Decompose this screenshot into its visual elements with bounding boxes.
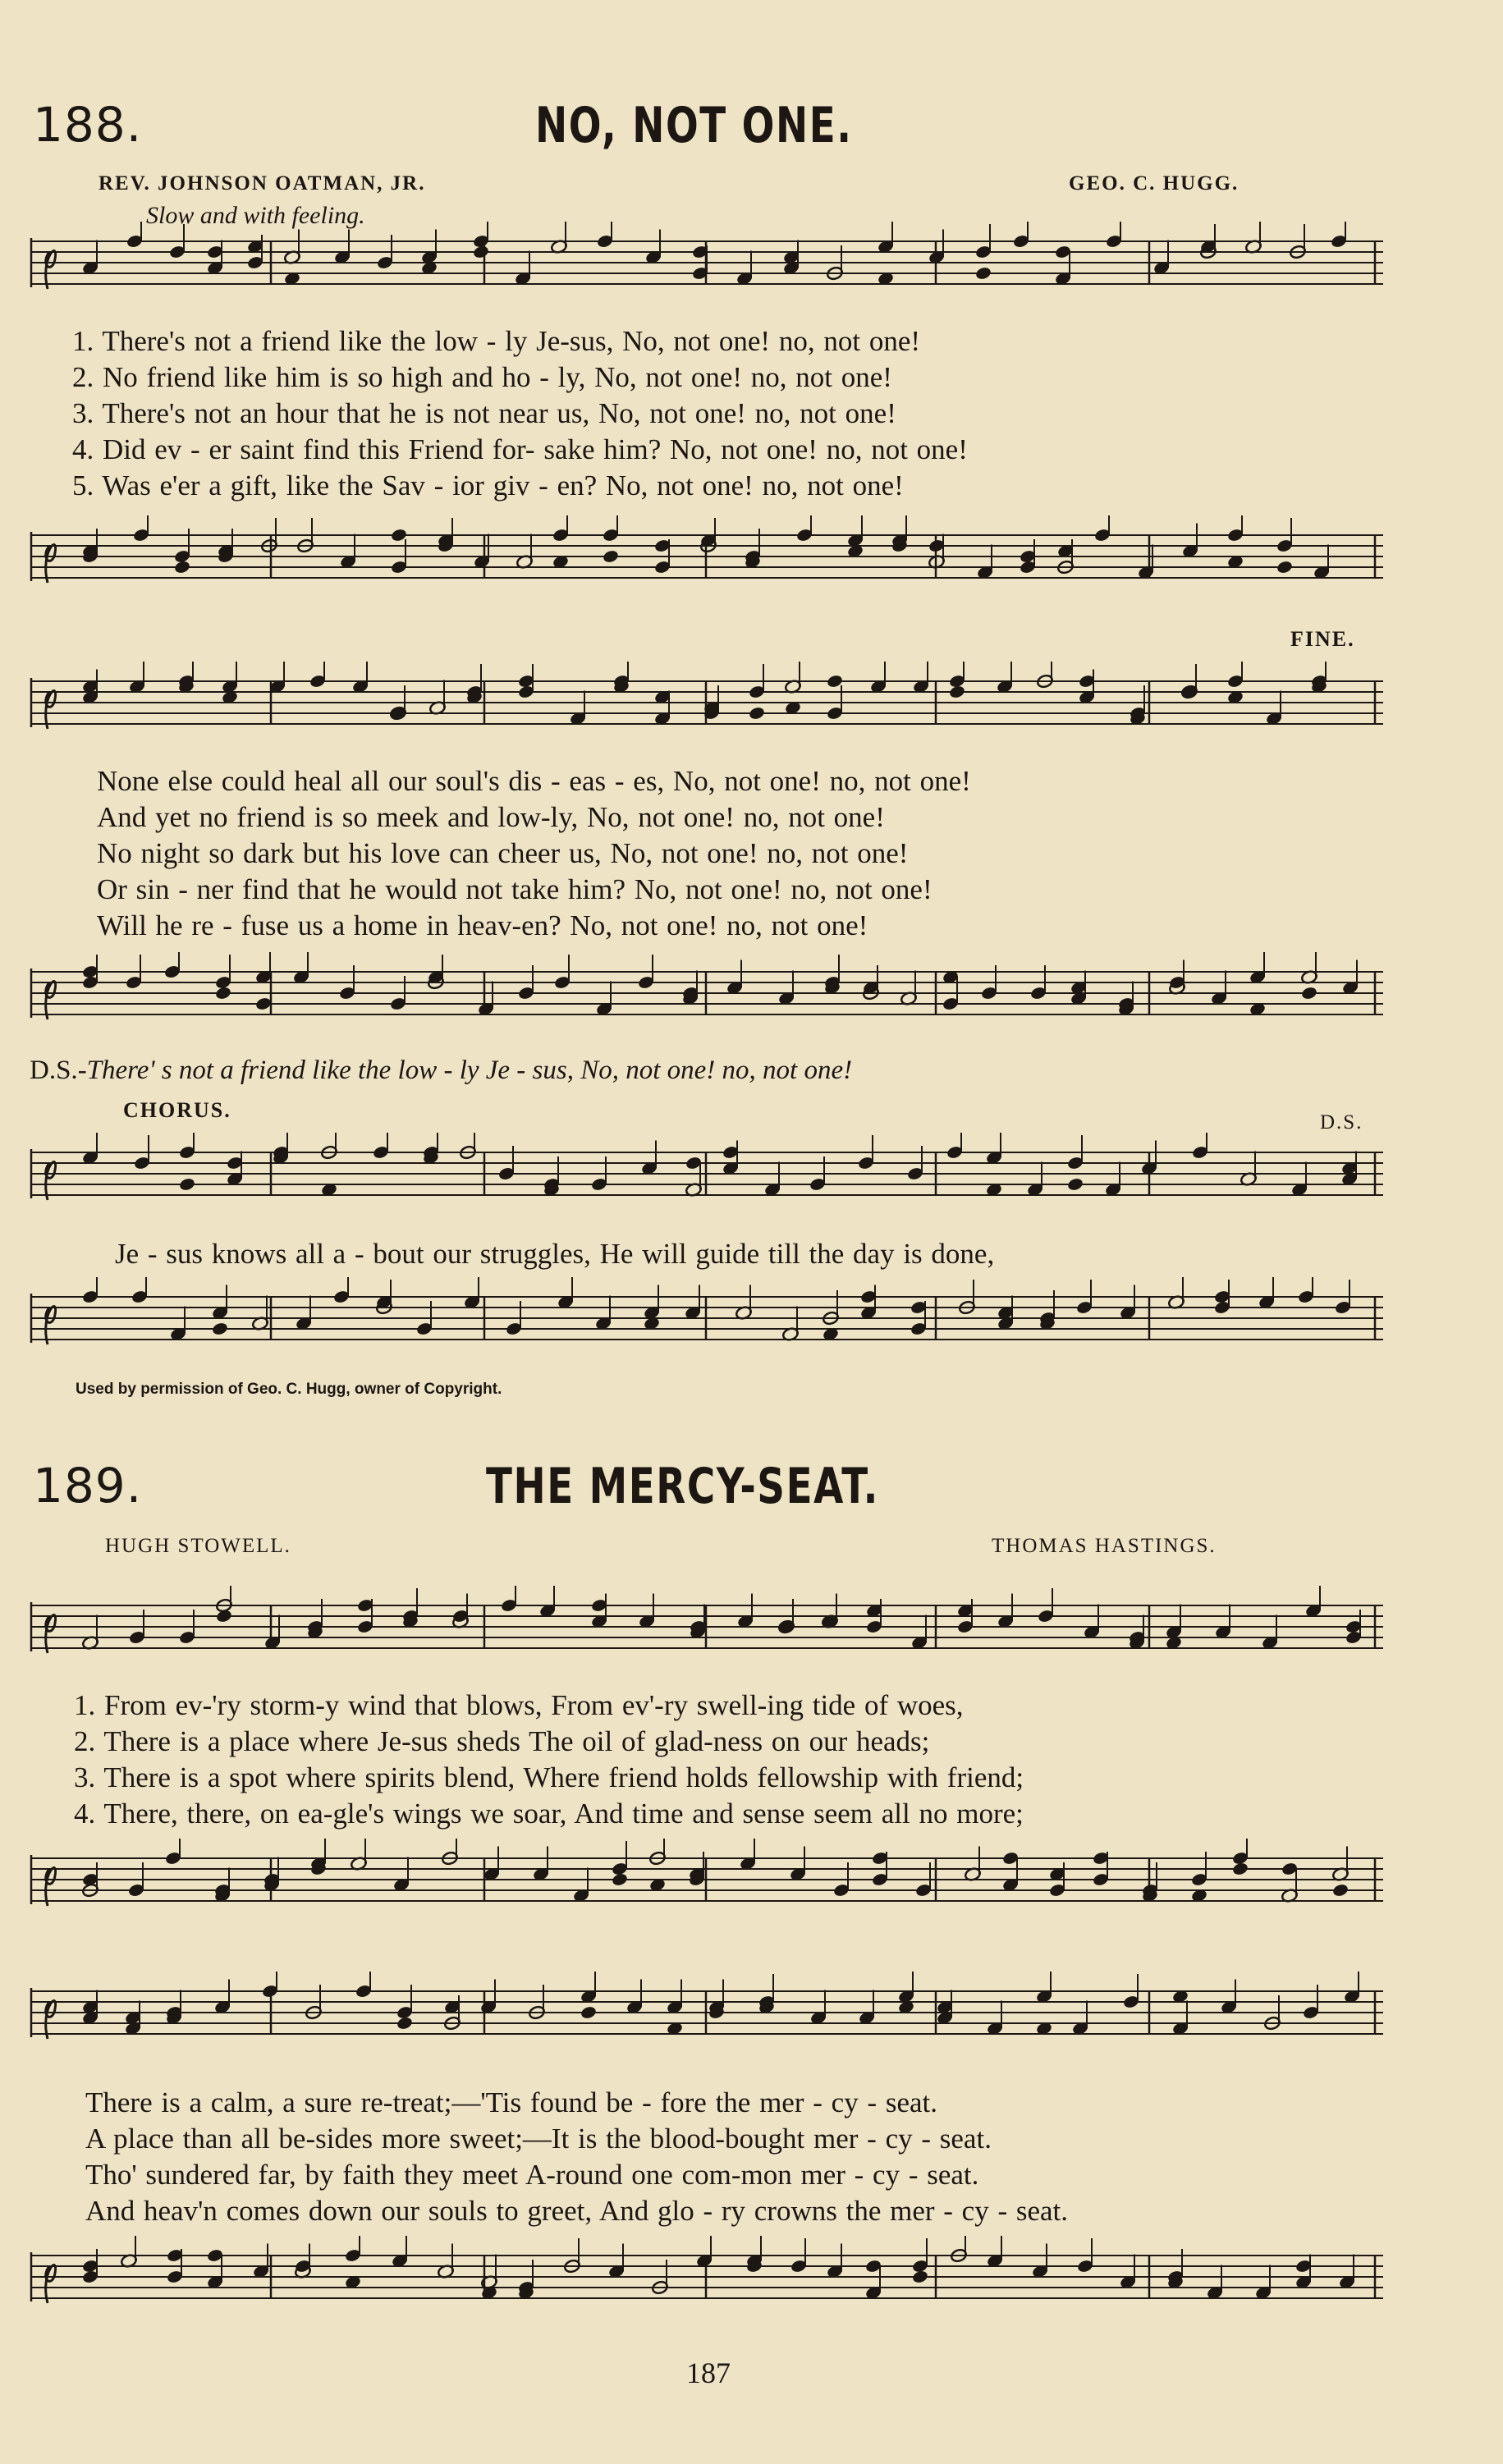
ds-marking: D.S.	[1320, 1111, 1363, 1134]
note-head	[215, 1609, 232, 1624]
verse-line: And yet no friend is so meek and low-ly, No, not one! no, not one!	[97, 801, 885, 833]
music-staff-treble	[25, 1586, 1387, 1676]
note-head	[1276, 560, 1293, 575]
verse-line: 4. Did ev - er saint find this Friend for- sake him? No, not one! no, not one!	[72, 433, 968, 465]
music-staff-bass	[25, 1277, 1387, 1367]
note-head	[214, 986, 231, 1001]
note-head	[472, 245, 489, 259]
note-head	[611, 1872, 628, 1887]
ds-lyric: -There' s not a friend like the low - ly Je - sus, No, not one! no, not one!	[77, 1056, 853, 1085]
music-staff-bass	[25, 515, 1387, 606]
note-head	[211, 1321, 228, 1336]
permission-note: Used by permission of Geo. C. Hugg, owner of Copyright.	[76, 1381, 502, 1398]
note-head	[748, 706, 765, 721]
hymn-title: NO, NOT ONE.	[535, 97, 853, 154]
note-head	[1231, 1862, 1249, 1876]
verse-line: Will he re - fuse us a home in heav-en? No, not one! no, not one!	[97, 909, 868, 941]
chorus-line: Je - sus knows all a - bout our struggles, He will guide till the day is done,	[115, 1238, 995, 1270]
verse-line: 1. From ev-'ry storm-y wind that blows, From ev'-ry swell-ing tide of woes,	[74, 1689, 964, 1721]
verse-line: 2. No friend like him is so high and ho - ly, No, not one! no, not one!	[72, 361, 892, 393]
verse-line: 2. There is a place where Je-sus sheds The oil of glad-ness on our heads;	[74, 1725, 930, 1757]
note-head	[396, 2016, 413, 2031]
verse-line: Tho' sundered far, by faith they meet A-round one com-mon mer - cy - seat.	[85, 2159, 979, 2191]
hymn-number: 188.	[33, 97, 143, 153]
fine-marking: FINE.	[1290, 627, 1355, 651]
music-staff-treble	[25, 662, 1387, 752]
note-head	[178, 1177, 195, 1192]
verse-line: Or sin - ner find that he would not take him? No, not one! no, not one!	[97, 873, 933, 905]
note-head	[254, 996, 272, 1011]
music-credit: GEO. C. HUGG.	[1069, 172, 1240, 195]
note-head	[580, 2005, 597, 2020]
music-staff-treble	[25, 1972, 1387, 2062]
note-head	[602, 549, 619, 564]
page-number: 187	[686, 2356, 731, 2389]
chorus-label: CHORUS.	[123, 1098, 231, 1122]
verse-line: 3. There's not an hour that he is not near us, No, not one! no, not one!	[72, 397, 896, 429]
note-head	[974, 266, 992, 281]
verse-line: A place than all be-sides more sweet;—It is the blood-bought mer - cy - seat.	[85, 2123, 992, 2155]
music-staff-treble	[25, 1133, 1387, 1223]
music-staff-bass	[25, 2236, 1387, 2326]
tempo-marking: Slow and with feeling.	[146, 202, 365, 229]
verse-line: 3. There is a spot where spirits blend, Where friend holds fellowship with friend;	[74, 1761, 1024, 1793]
note-head	[1066, 1177, 1084, 1192]
ds-label: D.S.	[30, 1056, 78, 1085]
words-credit: HUGH STOWELL.	[105, 1535, 291, 1557]
note-head	[948, 685, 965, 699]
note-head	[911, 2269, 928, 2284]
note-head	[1331, 1883, 1349, 1898]
hymn-number: 189.	[33, 1458, 143, 1514]
music-staff-treble	[25, 222, 1387, 312]
verse-line: None else could heal all our soul's dis - eas - es, No, not one! no, not one!	[97, 765, 971, 797]
verse-line: And heav'n comes down our souls to greet, And glo - ry crowns the mer - cy - seat.	[85, 2195, 1069, 2227]
verse-line: 4. There, there, on ea-gle's wings we soar, And time and sense seem all no more;	[74, 1798, 1024, 1830]
music-staff-bass	[25, 1839, 1387, 1929]
verse-line: There is a calm, a sure re-treat;—'Tis found be - fore the mer - cy - seat.	[85, 2086, 938, 2118]
hymn-title: THE MERCY-SEAT.	[486, 1458, 879, 1515]
verse-line: 5. Was e'er a gift, like the Sav - ior giv - en? No, not one! no, not one!	[72, 469, 904, 502]
verse-line: 1. There's not a friend like the low - ly Je-sus, No, not one! no, not one!	[72, 325, 921, 357]
music-credit: THOMAS HASTINGS.	[992, 1535, 1217, 1557]
words-credit: REV. JOHNSON OATMAN, JR.	[99, 172, 426, 195]
verse-line: No night so dark but his love can cheer us, No, not one! no, not one!	[97, 837, 909, 869]
note-head	[1300, 986, 1317, 1001]
ds-line	[30, 1056, 852, 1086]
music-staff-bass	[25, 952, 1387, 1042]
note-head	[173, 560, 190, 575]
